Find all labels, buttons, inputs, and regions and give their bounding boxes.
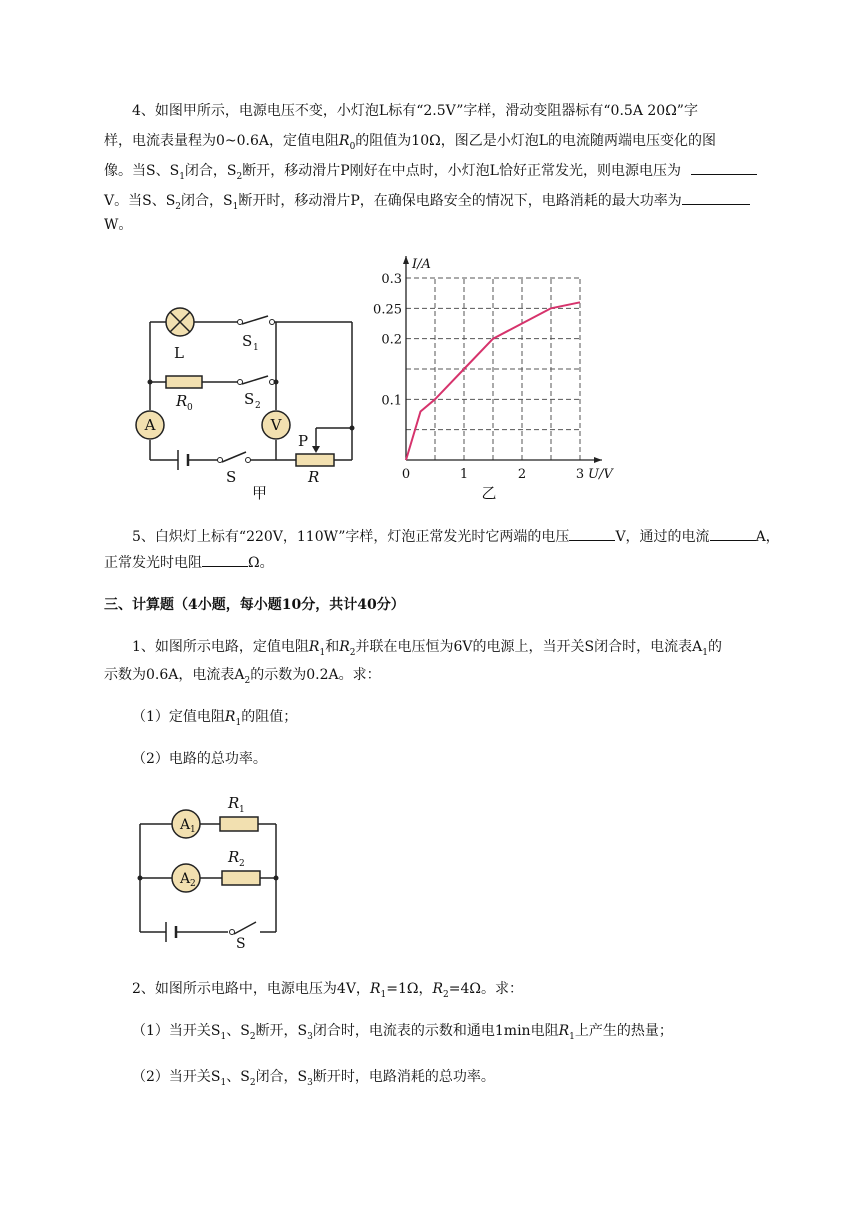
c2-q1-b: 、S [226, 1023, 250, 1039]
label-a2: A [180, 871, 191, 887]
q5-text-1b: V，通过的电流 [615, 529, 710, 545]
c1-sub-q1 [132, 702, 297, 738]
label-v: V [270, 416, 282, 434]
c2-sub-q1 [132, 1016, 673, 1052]
y-axis-arrow [403, 256, 409, 264]
label-r1: R [228, 794, 240, 812]
label-l: L [174, 344, 184, 362]
sym-r2: R [339, 639, 350, 655]
c1-q2-text: （2）电路的总功率。 [132, 751, 267, 767]
q5-text-2a: 正常发光时电阻 [104, 555, 202, 571]
c1-text-1d: 的 [707, 639, 722, 655]
q4-text-3c: 断开，移动滑片P刚好在中点时，小灯泡L恰好正常发光，则电源电压为 [242, 163, 681, 179]
q5-text-1a: 5、白炽灯上标有“220V，110W”字样，灯泡正常发光时它两端的电压 [132, 529, 570, 545]
c1-q1-text-a: （1）定值电阻 [132, 709, 225, 725]
c2-q1-sub2: 2 [249, 1031, 256, 1042]
label-s: S [226, 468, 237, 486]
sym-r2-sub: 2 [349, 647, 356, 658]
y-axis-label: I/A [412, 257, 431, 272]
label-s1: S [242, 332, 253, 350]
x-tick-label: 1 [459, 467, 469, 482]
c2-q2-d: 断开时，电路消耗的总功率。 [312, 1069, 495, 1085]
q4-line-1 [132, 96, 698, 126]
x-tick-label: 3 [575, 467, 585, 482]
c2-sub-q2 [132, 1062, 495, 1098]
c2-text-1c: =4Ω。求： [448, 981, 523, 997]
label-a1: A [180, 817, 191, 833]
sym-r1-sub: 1 [319, 647, 326, 658]
q4-text-2b: 的阻值为10Ω，图乙是小灯泡L的电流随两端电压变化的图 [355, 133, 717, 149]
c2-q2-c: 闭合，S [255, 1069, 308, 1085]
c2-q1-d: 闭合时，电流表的示数和通电1min电阻 [312, 1023, 559, 1039]
label-p: P [298, 432, 309, 450]
label-r: R [308, 468, 320, 486]
c2-sym-r1-sub: 1 [380, 989, 387, 1000]
label-r2: R [228, 848, 240, 866]
sym-r1b: R [224, 709, 236, 725]
q4-text-2a: 样，电流表量程为0~0.6A，定值电阻 [104, 133, 340, 149]
sub-2: 2 [236, 171, 243, 182]
c1-text-2a: 示数为0.6A，电流表A [104, 667, 245, 683]
q4-text-4b: 闭合，S [181, 193, 233, 209]
c2-q1-sub1: 1 [220, 1031, 227, 1042]
q4-blank-power[interactable] [682, 188, 750, 205]
c1-text-1c: 并联在电压恒为6V的电源上，当开关S闭合时，电流表A [355, 639, 703, 655]
c1-sub-q2 [132, 744, 267, 774]
q4-line-4 [104, 186, 750, 222]
x-tick-label: 0 [401, 467, 411, 482]
symbol-r0-sub: 0 [349, 141, 356, 152]
c2-text-1a: 2、如图所示电路中，电源电压为4V， [132, 981, 370, 997]
section-3-title-text: 三、计算题（4小题，每小题10分，共计40分） [104, 597, 405, 613]
c2-q2-b: 、S [226, 1069, 250, 1085]
c1-text-1a: 1、如图所示电路，定值电阻 [132, 639, 309, 655]
label-a1-sub: 1 [190, 825, 196, 835]
sym-a2-sub: 2 [244, 675, 251, 686]
iu-chart-yi [366, 250, 636, 502]
c2-q1-r-sub: 1 [569, 1031, 575, 1042]
c1-line-2 [104, 660, 381, 696]
c2-q1-r: R [558, 1023, 570, 1039]
caption-yi: 乙 [481, 484, 497, 502]
circuit-diagram-jia [130, 300, 370, 500]
sym-r1: R [308, 639, 320, 655]
label-a2-sub: 2 [190, 879, 196, 889]
q5-text-2b: Ω。 [248, 555, 274, 571]
y-tick-label: 0.25 [373, 302, 402, 318]
x-axis-label: U/V [588, 467, 613, 482]
q4-blank-voltage[interactable] [691, 158, 757, 175]
c1-text-1b: 和 [325, 639, 340, 655]
y-tick-label: 0.2 [381, 332, 402, 348]
q4-text-3b: 闭合，S [184, 163, 237, 179]
c2-q2-sub1: 1 [220, 1077, 227, 1088]
label-r1-sub: 1 [239, 805, 245, 815]
y-tick-label: 0.3 [381, 272, 402, 287]
sym-r1b-sub: 1 [235, 717, 242, 728]
sym-a1-sub: 1 [702, 647, 708, 658]
caption-jia: 甲 [252, 484, 268, 500]
label-a: A [144, 416, 156, 434]
circuit-diagram-c1 [130, 788, 290, 950]
c1-q1-text-b: 的阻值； [241, 709, 298, 725]
q5-blank-resistance[interactable] [202, 550, 248, 567]
q4-text-4c: 断开时，移动滑片P，在确保电路安全的情况下，电路消耗的最大功率为 [238, 193, 682, 209]
c2-q2-sub2: 2 [249, 1077, 256, 1088]
c2-sym-r2-sub: 2 [443, 989, 449, 1000]
c2-sym-r2: R [432, 981, 444, 997]
c2-q2-sub3: 3 [307, 1077, 313, 1088]
sub-2b: 2 [175, 201, 182, 212]
x-axis-arrow [594, 457, 602, 463]
c2-q1-a: （1）当开关S [132, 1023, 221, 1039]
q4-text-1: 4、如图甲所示，电源电压不变，小灯泡L标有“2.5V”字样，滑动变阻器标有“0.5A 20Ω”字 [132, 103, 698, 119]
c2-line-1 [132, 974, 523, 1010]
c2-text-1b: =1Ω， [386, 981, 433, 997]
label-s2: S [244, 390, 255, 408]
q4-line-5 [104, 210, 132, 240]
sub-1: 1 [179, 171, 185, 182]
q5-line-2 [104, 548, 274, 578]
c2-sym-r1: R [369, 981, 381, 997]
label-s1-sub: 1 [253, 343, 259, 353]
q5-blank-voltage[interactable] [569, 524, 615, 541]
label-s2-sub: 2 [255, 401, 261, 411]
iu-curve [406, 302, 580, 460]
q4-text-3a: 像。当S、S [104, 163, 180, 179]
q4-text-4a: V。当S、S [104, 193, 176, 209]
c1-text-2b: 的示数为0.2A。求： [250, 667, 381, 683]
section-3-title [104, 590, 405, 620]
label-s-c1: S [236, 936, 246, 950]
y-tick-label: 0.1 [381, 393, 402, 409]
label-r0-sub: 0 [187, 403, 193, 413]
symbol-r0: R [339, 133, 350, 149]
q4-text-5: W。 [104, 217, 133, 233]
label-r2-sub: 2 [239, 859, 245, 869]
label-r0: R [176, 392, 188, 410]
q5-text-1c: A， [755, 529, 780, 545]
c2-q1-c: 断开，S [255, 1023, 308, 1039]
q5-blank-current[interactable] [710, 524, 756, 541]
c2-q1-e: 上产生的热量； [574, 1023, 673, 1039]
c2-q2-a: （2）当开关S [132, 1069, 221, 1085]
x-tick-label: 2 [517, 467, 527, 482]
sub-1b: 1 [232, 201, 239, 212]
c2-q1-sub3: 3 [307, 1031, 313, 1042]
